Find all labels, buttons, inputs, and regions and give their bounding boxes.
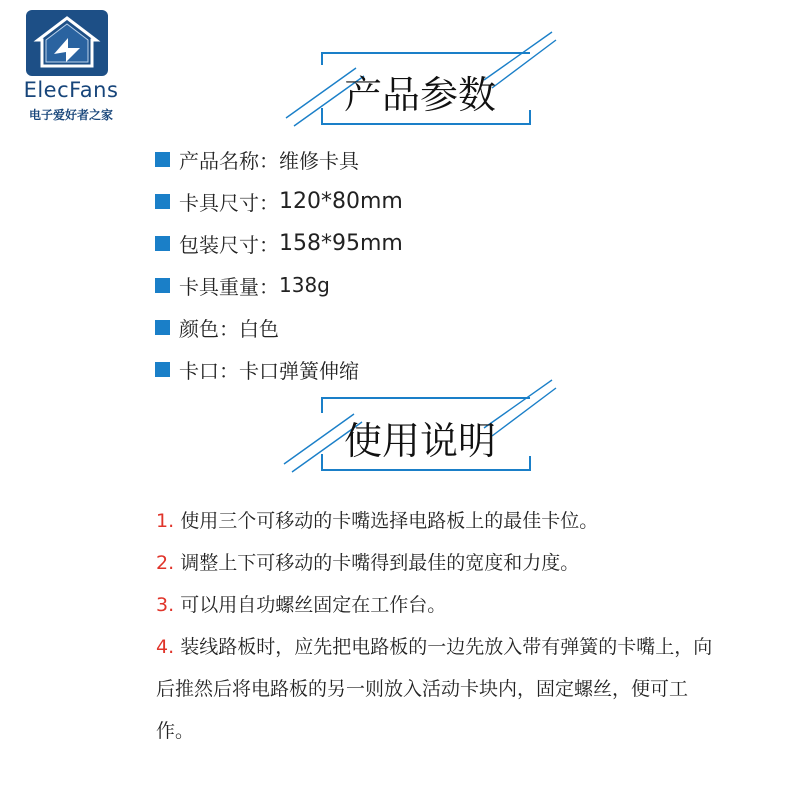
spec-item [155, 222, 403, 264]
spec-label: 卡具尺寸： [179, 190, 279, 215]
heading-title: 产品参数 [343, 73, 496, 117]
spec-label: 包装尺寸： [179, 232, 279, 257]
spec-value: 120*80mm [279, 188, 403, 214]
logo-name: ElecFans [23, 78, 119, 102]
instruction-text: 装线路板时，应先把电路板的一边先放入带有弹簧的卡嘴上，向后推然后将电路板的另一则放入活动卡块内，固定螺丝，便可工作。 [156, 636, 713, 742]
spec-label: 产品名称： [179, 148, 279, 173]
square-bullet-icon [155, 320, 170, 335]
house-logo-icon [26, 10, 108, 76]
spec-item [155, 138, 403, 180]
spec-item [155, 264, 403, 306]
usage-instructions-heading [280, 378, 560, 478]
instruction-item [156, 626, 716, 752]
spec-label: 卡口： [179, 358, 239, 383]
spec-label: 颜色： [179, 316, 239, 341]
spec-value: 138g [279, 273, 330, 297]
elecfans-logo [6, 10, 136, 120]
usage-instructions [156, 500, 716, 752]
instruction-number: 4. [156, 636, 175, 658]
square-bullet-icon [155, 236, 170, 251]
square-bullet-icon [155, 362, 170, 377]
logo-subtitle: 电子爱好者之家 [28, 108, 113, 122]
square-bullet-icon [155, 152, 170, 167]
instruction-number: 2. [156, 552, 175, 574]
instruction-text: 可以用自功螺丝固定在工作台。 [180, 594, 447, 616]
spec-label: 卡具重量： [179, 274, 279, 299]
spec-value: 维修卡具 [279, 148, 359, 173]
spec-value: 白色 [239, 316, 279, 341]
instruction-item [156, 500, 716, 542]
spec-value: 158*95mm [279, 230, 403, 256]
instruction-number: 3. [156, 594, 175, 616]
instruction-text: 调整上下可移动的卡嘴得到最佳的宽度和力度。 [180, 552, 580, 574]
instruction-item [156, 542, 716, 584]
instruction-item [156, 584, 716, 626]
instruction-number: 1. [156, 510, 175, 532]
square-bullet-icon [155, 278, 170, 293]
spec-item [155, 306, 403, 348]
product-params-heading [280, 30, 560, 130]
square-bullet-icon [155, 194, 170, 209]
spec-list [155, 138, 403, 390]
heading-title: 使用说明 [343, 419, 496, 463]
spec-value: 卡口弹簧伸缩 [239, 358, 359, 383]
spec-item [155, 180, 403, 222]
instruction-text: 使用三个可移动的卡嘴选择电路板上的最佳卡位。 [180, 510, 599, 532]
